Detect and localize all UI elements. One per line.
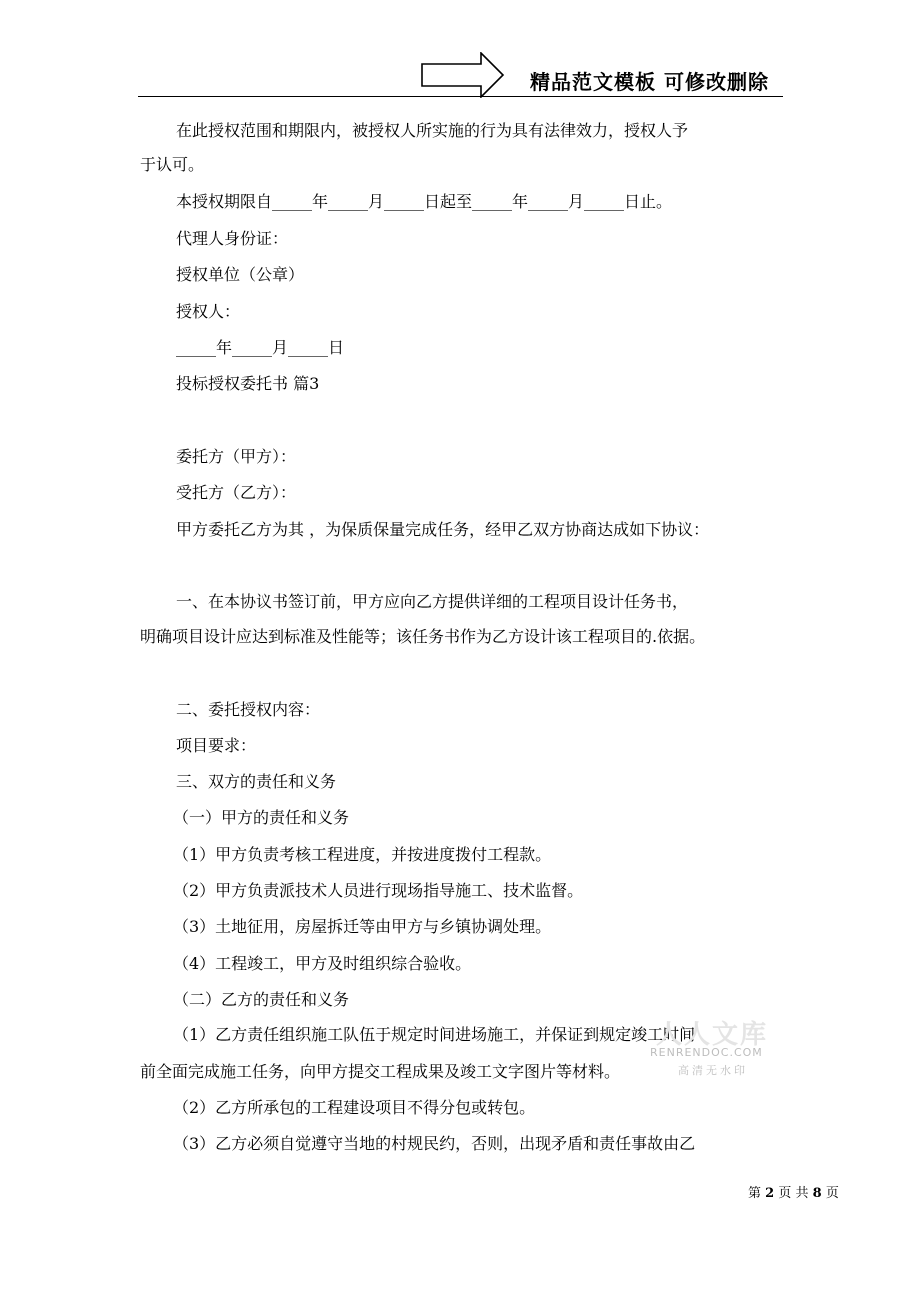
- watermark-tagline: 高清无水印: [678, 1064, 748, 1077]
- page-number: [748, 1182, 839, 1201]
- paragraph-line: 本授权期限自_____年_____月_____日起至_____年_____月_____日止。: [176, 192, 673, 211]
- current-page: 2: [765, 1186, 775, 1201]
- paragraph-line: （1）甲方负责考核工程进度，并按进度拨付工程款。: [173, 845, 552, 864]
- paragraph-line: （3）土地征用，房屋拆迁等由甲方与乡镇协调处理。: [173, 917, 552, 936]
- paragraph-line: （3）乙方必须自觉遵守当地的村规民约，否则，出现矛盾和责任事故由乙: [173, 1134, 696, 1153]
- paragraph-line: 委托方（甲方）：: [176, 447, 297, 466]
- paragraph-line: _____年_____月_____日: [176, 338, 345, 357]
- watermark-site: RENRENDOC.COM: [650, 1046, 763, 1059]
- header-title: 精品范文模板 可修改删除: [530, 70, 769, 94]
- page-number-prefix: 第: [748, 1186, 762, 1201]
- paragraph-line: 授权单位（公章）: [176, 265, 305, 284]
- page-number-middle: 页 共: [778, 1186, 809, 1201]
- total-pages: 8: [812, 1186, 822, 1201]
- paragraph-line: 甲方委托乙方为其 ，为保质保量完成任务，经甲乙双方协商达成如下协议：: [176, 520, 710, 539]
- paragraph-line: 代理人身份证：: [176, 229, 289, 248]
- paragraph-line: 受托方（乙方）：: [176, 483, 297, 502]
- paragraph-line: 一、在本协议书签订前，甲方应向乙方提供详细的工程项目设计任务书，: [176, 592, 689, 611]
- paragraph-line: （1）乙方责任组织施工队伍于规定时间进场施工，并保证到规定竣工时间: [173, 1025, 696, 1044]
- paragraph-line: 三、双方的责任和义务: [176, 772, 337, 791]
- paragraph-line: 明确项目设计应达到标准及性能等；该任务书作为乙方设计该工程项目的.依据。: [140, 627, 706, 646]
- watermark: [648, 1014, 778, 1078]
- paragraph-line: 在此授权范围和期限内，被授权人所实施的行为具有法律效力，授权人予: [176, 121, 689, 140]
- paragraph-line: 于认可。: [140, 155, 205, 174]
- paragraph-line: （4）工程竣工，甲方及时组织综合验收。: [173, 954, 472, 973]
- paragraph-line: 项目要求：: [176, 736, 257, 755]
- page-number-suffix: 页: [825, 1186, 839, 1201]
- paragraph-line: （二）乙方的责任和义务: [173, 990, 350, 1009]
- paragraph-line: 授权人：: [176, 302, 241, 321]
- paragraph-line: （2）乙方所承包的工程建设项目不得分包或转包。: [173, 1098, 536, 1117]
- paragraph-line: 二、委托授权内容：: [176, 700, 321, 719]
- paragraph-line: 前全面完成施工任务，向甲方提交工程成果及竣工文字图片等材料。: [140, 1062, 621, 1081]
- section-heading: 投标授权委托书 篇3: [176, 374, 320, 393]
- paragraph-line: （一）甲方的责任和义务: [173, 808, 350, 827]
- watermark-logo-text: 人人文库: [656, 1020, 769, 1050]
- paragraph-line: （2）甲方负责派技术人员进行现场指导施工、技术监督。: [173, 881, 584, 900]
